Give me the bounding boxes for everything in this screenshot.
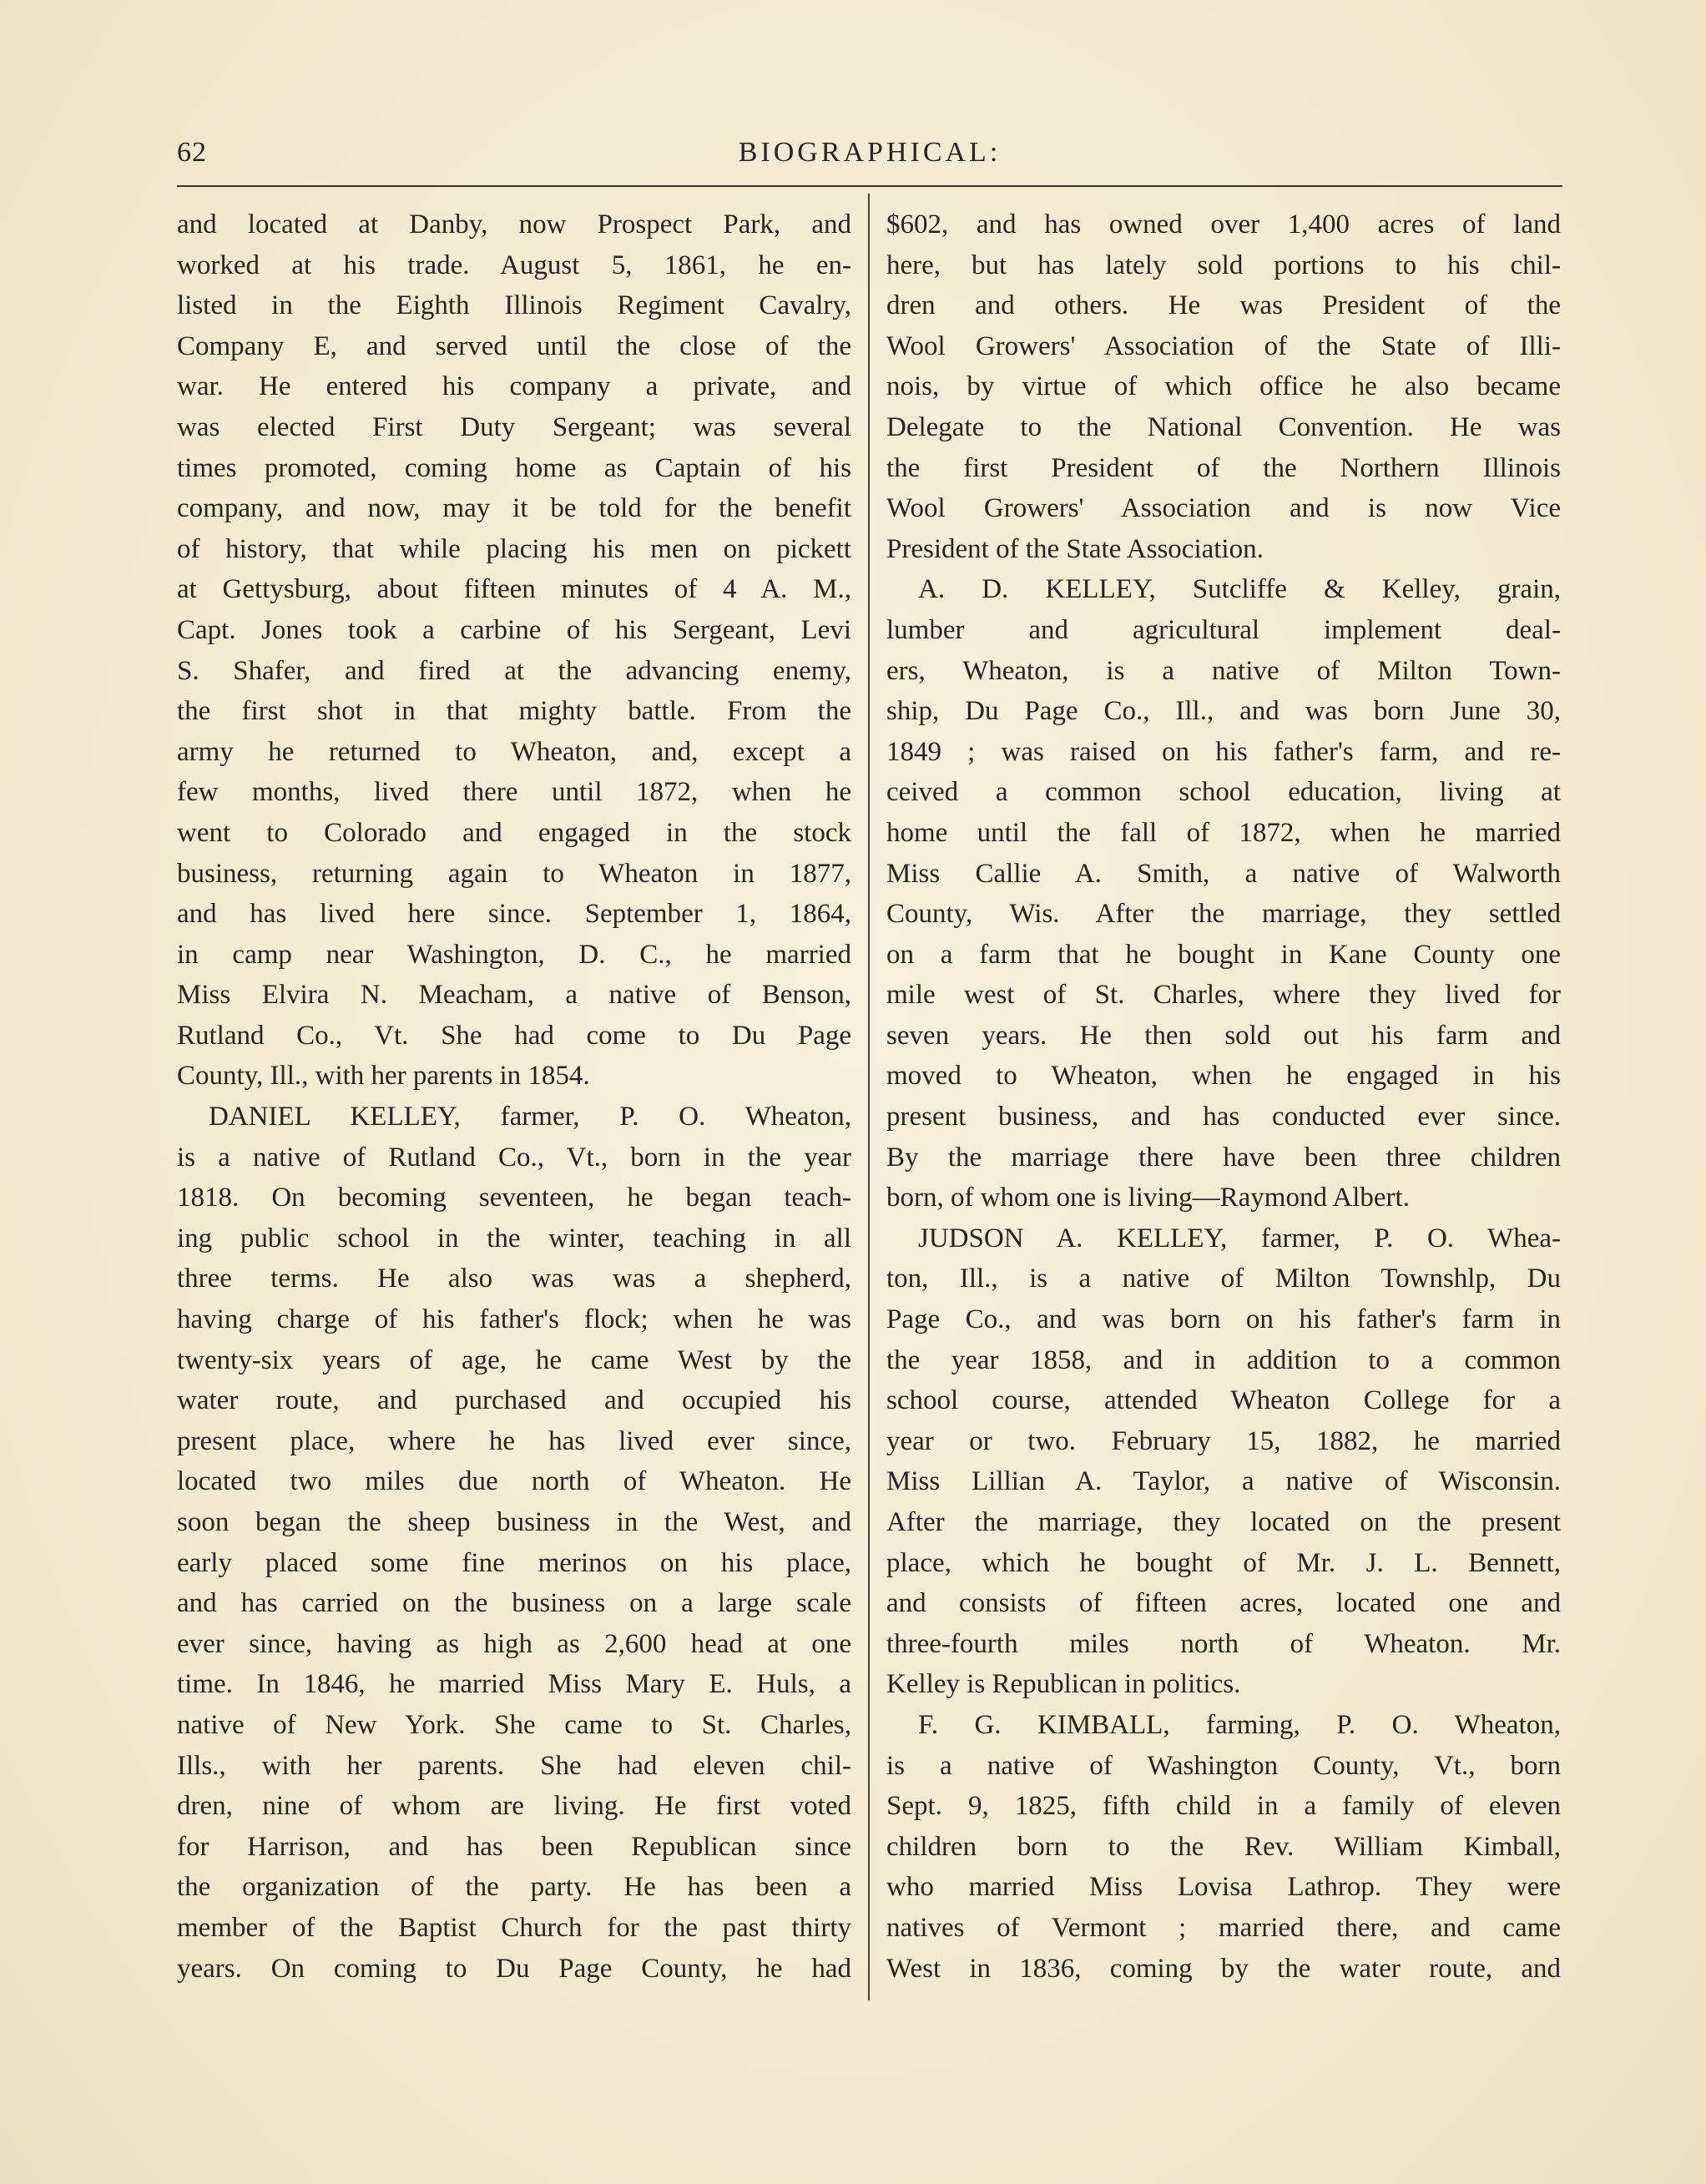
text-line: here, but has lately sold portions to his chil- [886,250,1561,280]
text-line: present place, where he has lived ever since, [177,1425,851,1456]
text-line: Wool Growers' Association and is now Vice [886,493,1561,524]
text-line: on a farm that he bought in Kane County one [886,939,1561,970]
right-column [886,204,1561,1989]
text-line: years. On coming to Du Page County, he had [177,1953,851,1984]
text-line: year or two. February 15, 1882, he married [886,1425,1561,1456]
left-column [177,204,851,1989]
text-line: Wool Growers' Association of the State of Illi- [886,330,1561,361]
text-line: ceived a common school education, living at [886,777,1561,808]
text-line: Sept. 9, 1825, fifth child in a family of eleven [886,1791,1561,1822]
text-line: in camp near Washington, D. C., he married [177,939,851,970]
text-line: is a native of Washington County, Vt., born [886,1750,1561,1781]
text-line: is a native of Rutland Co., Vt., born in the year [177,1142,851,1173]
text-line: having charge of his father's flock; when he was [177,1304,851,1335]
text-line: soon began the sheep business in the West, and [177,1507,851,1537]
text-line: Kelley is Republican in politics. [886,1669,1241,1700]
text-line: $602, and has owned over 1,400 acres of land [886,209,1561,240]
entry-heading-line: DANIEL KELLEY, farmer, P. O. Wheaton, [209,1102,851,1132]
text-line: By the marriage there have been three children [886,1142,1561,1173]
text-line: for Harrison, and has been Republican since [177,1831,851,1862]
text-line: and has carried on the business on a large scale [177,1588,851,1619]
text-line: who married Miss Lovisa Lathrop. They were [886,1872,1561,1903]
text-line: ton, Ill., is a native of Milton Townshlp, Du [886,1263,1561,1294]
entry-heading-line: A. D. KELLEY, Sutcliffe & Kelley, grain, [918,574,1561,605]
text-line: army he returned to Wheaton, and, except a [177,736,851,767]
text-line: Delegate to the National Convention. He was [886,411,1561,442]
text-line: and consists of fifteen acres, located one and [886,1588,1561,1619]
text-line: few months, lived there until 1872, when he [177,777,851,808]
running-head: BIOGRAPHICAL: [738,137,1002,168]
text-line: time. In 1846, he married Miss Mary E. Huls, a [177,1669,851,1700]
text-line: Capt. Jones took a carbine of his Sergeant, Levi [177,614,851,645]
text-line: and has lived here since. September 1, 1864, [177,899,851,930]
text-line: company, and now, may it be told for the benefit [177,493,851,524]
text-line: seven years. He then sold out his farm and [886,1020,1561,1051]
text-line: worked at his trade. August 5, 1861, he en- [177,250,851,280]
text-line: ever since, having as high as 2,600 head at one [177,1628,851,1659]
text-line: ers, Wheaton, is a native of Milton Town- [886,655,1561,686]
text-line: County, Wis. After the marriage, they settled [886,899,1561,930]
text-line: mile west of St. Charles, where they lived for [886,980,1561,1011]
text-line: home until the fall of 1872, when he married [886,817,1561,848]
text-line: listed in the Eighth Illinois Regiment Cavalry, [177,290,851,321]
text-line: native of New York. She came to St. Charles, [177,1709,851,1740]
text-line: at Gettysburg, about fifteen minutes of 4 A. M., [177,574,851,605]
entry-heading-line: F. G. KIMBALL, farming, P. O. Wheaton, [918,1709,1561,1740]
text-line: war. He entered his company a private, and [177,371,851,402]
text-line: Company E, and served until the close of the [177,330,851,361]
text-line: school course, attended Wheaton College for a [886,1385,1561,1416]
text-line: of history, that while placing his men on pickett [177,533,851,564]
text-line: moved to Wheaton, when he engaged in his [886,1061,1561,1092]
text-line: water route, and purchased and occupied his [177,1385,851,1416]
text-line: Rutland Co., Vt. She had come to Du Page [177,1020,851,1051]
text-line: Ills., with her parents. She had eleven chil- [177,1750,851,1781]
text-line: Miss Callie A. Smith, a native of Walworth [886,858,1561,889]
page-header [177,137,1562,184]
header-rule [177,185,1562,187]
text-line: went to Colorado and engaged in the stock [177,817,851,848]
text-line: lumber and agricultural implement deal- [886,614,1561,645]
text-line: place, which he bought of Mr. J. L. Bennett, [886,1547,1561,1578]
text-line: nois, by virtue of which office he also became [886,371,1561,402]
text-line: and located at Danby, now Prospect Park, and [177,209,851,240]
text-line: ing public school in the winter, teaching in all [177,1223,851,1253]
text-line: three terms. He also was was a shepherd, [177,1263,851,1294]
entry-heading-line: JUDSON A. KELLEY, farmer, P. O. Whea- [918,1223,1561,1253]
column-divider [868,194,870,2000]
text-line: business, returning again to Wheaton in 1877, [177,858,851,889]
text-line: the year 1858, and in addition to a common [886,1344,1561,1375]
text-line: children born to the Rev. William Kimball, [886,1831,1561,1862]
text-line: born, of whom one is living—Raymond Albert. [886,1183,1410,1213]
text-line: After the marriage, they located on the present [886,1507,1561,1537]
text-line: three-fourth miles north of Wheaton. Mr. [886,1628,1561,1659]
text-line: Miss Elvira N. Meacham, a native of Benson, [177,980,851,1011]
text-line: Miss Lillian A. Taylor, a native of Wisconsin. [886,1466,1561,1497]
text-line: times promoted, coming home as Captain of his [177,452,851,483]
text-line: natives of Vermont ; married there, and came [886,1912,1561,1943]
text-line: S. Shafer, and fired at the advancing enemy, [177,655,851,686]
text-line: 1818. On becoming seventeen, he began teach- [177,1183,851,1213]
text-line: Page Co., and was born on his father's farm in [886,1304,1561,1335]
text-line: dren and others. He was President of the [886,290,1561,321]
text-line: twenty-six years of age, he came West by the [177,1344,851,1375]
page-number: 62 [177,137,207,168]
text-line: was elected First Duty Sergeant; was several [177,411,851,442]
text-line: located two miles due north of Wheaton. He [177,1466,851,1497]
text-line: the first shot in that mighty battle. From the [177,696,851,727]
text-line: dren, nine of whom are living. He first voted [177,1791,851,1822]
text-line: ship, Du Page Co., Ill., and was born June 30, [886,696,1561,727]
text-line: the first President of the Northern Illinois [886,452,1561,483]
text-line: 1849 ; was raised on his father's farm, and re- [886,736,1561,767]
text-line: West in 1836, coming by the water route, and [886,1953,1561,1984]
text-line: early placed some fine merinos on his place, [177,1547,851,1578]
text-line: member of the Baptist Church for the past thirty [177,1912,851,1943]
text-line: present business, and has conducted ever since. [886,1102,1561,1132]
text-line: the organization of the party. He has been a [177,1872,851,1903]
text-line: President of the State Association. [886,533,1264,564]
text-line: County, Ill., with her parents in 1854. [177,1061,590,1092]
